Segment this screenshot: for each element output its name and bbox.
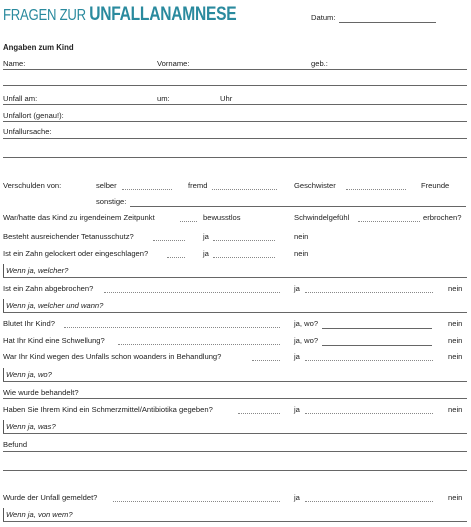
option-freunde: Freunde — [421, 181, 450, 190]
wie-behandelt-field[interactable] — [3, 398, 467, 399]
dots — [64, 327, 280, 328]
dots — [167, 257, 185, 258]
fremd-field[interactable] — [212, 189, 277, 190]
schmerzmittel-ja: ja — [294, 405, 300, 414]
zahn-abgebrochen-ja-field[interactable] — [305, 292, 433, 293]
name-label: Name: — [3, 59, 26, 68]
unfall-am-field[interactable] — [3, 104, 467, 105]
section-kind-heading: Angaben zum Kind — [3, 43, 74, 52]
unfall-am-label: Unfall am: — [3, 94, 38, 103]
was-field[interactable] — [3, 433, 467, 434]
hint-was: Wenn ja, was? — [6, 422, 56, 431]
question-schwellung: Hat Ihr Kind eine Schwellung? — [3, 336, 105, 345]
zahn-gelockert-ja: ja — [203, 249, 209, 258]
hint-bar — [3, 420, 4, 433]
dots — [252, 360, 280, 361]
geb-label: geb.: — [311, 59, 328, 68]
hint-bar — [3, 508, 4, 521]
blank-line — [3, 157, 467, 158]
befund-label: Befund — [3, 440, 28, 449]
dots — [238, 413, 280, 414]
option-selber: selber — [96, 181, 117, 190]
blank-line — [3, 85, 467, 86]
selber-field[interactable] — [122, 189, 172, 190]
befund-field[interactable] — [3, 451, 467, 452]
behandlung-ja: ja — [294, 352, 300, 361]
option-bewusstlos: bewusstlos — [203, 213, 241, 222]
schmerzmittel-nein: nein — [448, 405, 463, 414]
schwellung-nein: nein — [448, 336, 463, 345]
hint-wem: Wenn ja, von wem? — [6, 510, 73, 519]
gemeldet-ja-field[interactable] — [305, 501, 433, 502]
gemeldet-ja: ja — [294, 493, 300, 502]
option-erbrochen: erbrochen? — [423, 213, 462, 222]
option-sonstige: sonstige: — [96, 197, 127, 206]
hint-welcher-wann: Wenn ja, welcher und wann? — [6, 301, 104, 310]
dots — [104, 292, 280, 293]
schwellung-wo-field[interactable] — [322, 345, 432, 346]
tetanus-nein: nein — [294, 232, 309, 241]
datum-label: Datum: — [311, 13, 336, 22]
question-behandlung: War Ihr Kind wegen des Unfalls schon woanders in Behandlung? — [3, 352, 222, 361]
geschwister-field[interactable] — [346, 189, 406, 190]
form-title-prefix: FRAGEN ZUR — [3, 7, 90, 24]
form-title — [3, 4, 236, 26]
hint-bar — [3, 299, 4, 312]
hint-wo: Wenn ja, wo? — [6, 370, 52, 379]
blank-line — [3, 470, 467, 471]
zahn-abgebrochen-ja: ja — [294, 284, 300, 293]
question-tetanus: Besteht ausreichender Tetanusschutz? — [3, 232, 134, 241]
question-zahn-gelockert: Ist ein Zahn gelockert oder eingeschlagen? — [3, 249, 149, 258]
unfallort-label: Unfallort (genau!): — [3, 111, 64, 120]
wo-field[interactable] — [3, 381, 467, 382]
dots — [180, 221, 197, 222]
unfallursache-label: Unfallursache: — [3, 127, 52, 136]
welcher-field[interactable] — [3, 277, 467, 278]
question-zahn-abgebrochen: Ist ein Zahn abgebrochen? — [3, 284, 94, 293]
um-label: um: — [157, 94, 170, 103]
zahn-gelockert-ja-field[interactable] — [213, 257, 275, 258]
gemeldet-nein: nein — [448, 493, 463, 502]
option-fremd: fremd — [188, 181, 208, 190]
behandlung-ja-field[interactable] — [305, 360, 433, 361]
hint-bar — [3, 368, 4, 381]
schwindel-field[interactable] — [358, 221, 420, 222]
datum-field[interactable] — [339, 22, 436, 23]
question-schmerzmittel: Haben Sie Ihrem Kind ein Schmerzmittel/Antibiotika gegeben? — [3, 405, 213, 414]
option-schwindel: Schwindelgefühl — [294, 213, 350, 222]
dots — [113, 501, 280, 502]
question-gemeldet: Wurde der Unfall gemeldet? — [3, 493, 98, 502]
behandlung-nein: nein — [448, 352, 463, 361]
hint-bar — [3, 264, 4, 277]
tetanus-ja-field[interactable] — [213, 240, 275, 241]
schwellung-ja-wo: ja, wo? — [294, 336, 319, 345]
question-zeitpunkt: War/hatte das Kind zu irgendeinem Zeitpunkt — [3, 213, 155, 222]
dots — [118, 344, 280, 345]
dots — [153, 240, 185, 241]
question-wie-behandelt: Wie wurde behandelt? — [3, 388, 79, 397]
unfallort-field[interactable] — [3, 121, 467, 122]
option-geschwister: Geschwister — [294, 181, 336, 190]
blutet-wo-field[interactable] — [322, 328, 432, 329]
question-blutet: Blutet Ihr Kind? — [3, 319, 55, 328]
zahn-gelockert-nein: nein — [294, 249, 309, 258]
sonstige-field[interactable] — [130, 206, 466, 207]
blutet-nein: nein — [448, 319, 463, 328]
blutet-ja-wo: ja, wo? — [294, 319, 319, 328]
vorname-label: Vorname: — [157, 59, 190, 68]
welcher-wann-field[interactable] — [3, 312, 467, 313]
form-title-main: UNFALLANAMNESE — [89, 4, 237, 25]
name-field[interactable] — [3, 69, 467, 70]
unfallursache-field[interactable] — [3, 138, 467, 139]
tetanus-ja: ja — [203, 232, 209, 241]
schmerzmittel-ja-field[interactable] — [305, 413, 433, 414]
hint-welcher: Wenn ja, welcher? — [6, 266, 69, 275]
zahn-abgebrochen-nein: nein — [448, 284, 463, 293]
uhr-label: Uhr — [220, 94, 233, 103]
wem-field[interactable] — [3, 521, 467, 522]
verschulden-label: Verschulden von: — [3, 181, 62, 190]
